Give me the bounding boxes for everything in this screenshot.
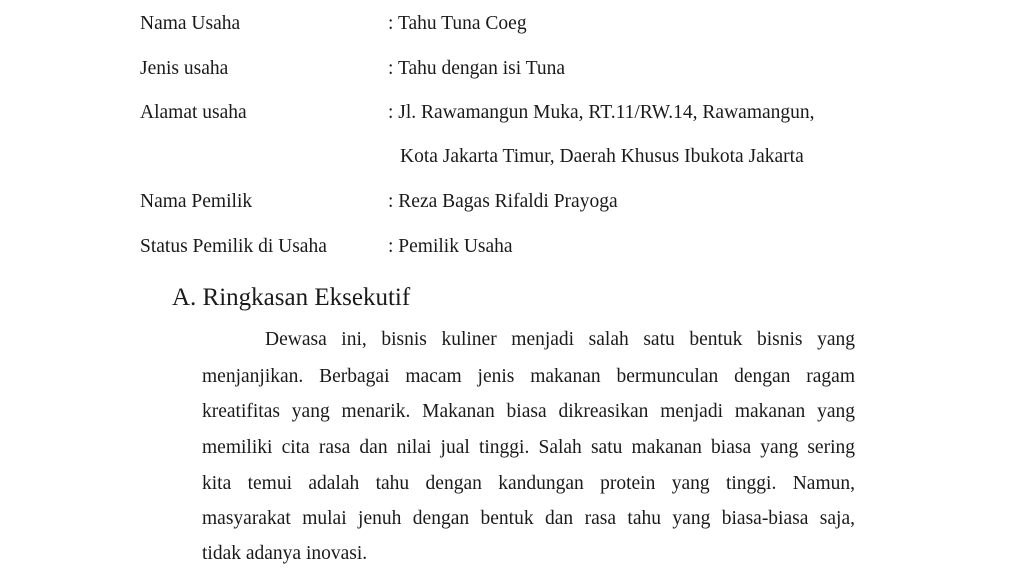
field-value-alamat-usaha: : Jl. Rawamangun Muka, RT.11/RW.14, Rawamangun, (388, 102, 815, 123)
paragraph-line: kita temui adalah tahu dengan kandungan protein yang tinggi. Namun, (202, 473, 855, 494)
field-value-status-pemilik: : Pemilik Usaha (388, 236, 513, 257)
paragraph-line: kreatifitas yang menarik. Makanan biasa dikreasikan menjadi makanan yang (202, 401, 855, 422)
field-label-nama-usaha: Nama Usaha (140, 13, 241, 34)
section-heading: A. Ringkasan Eksekutif (172, 284, 411, 311)
paragraph-line: menjanjikan. Berbagai macam jenis makanan bermunculan dengan ragam (202, 366, 855, 387)
field-label-status-pemilik: Status Pemilik di Usaha (140, 236, 327, 257)
field-label-alamat-usaha: Alamat usaha (140, 102, 247, 123)
paragraph-line: tidak adanya inovasi. (202, 543, 368, 564)
field-value-nama-pemilik: : Reza Bagas Rifaldi Prayoga (388, 191, 618, 212)
paragraph-line: memiliki cita rasa dan nilai jual tinggi. Salah satu makanan biasa yang sering (202, 437, 855, 458)
field-label-jenis-usaha: Jenis usaha (140, 58, 229, 79)
field-label-nama-pemilik: Nama Pemilik (140, 191, 253, 212)
paragraph-line: masyarakat mulai jenuh dengan bentuk dan rasa tahu yang biasa-biasa saja, (202, 508, 855, 529)
field-value-alamat-usaha-cont: Kota Jakarta Timur, Daerah Khusus Ibukota Jakarta (400, 146, 804, 167)
field-value-nama-usaha: : Tahu Tuna Coeg (388, 13, 527, 34)
paragraph-line: Dewasa ini, bisnis kuliner menjadi salah satu bentuk bisnis yang (265, 329, 855, 350)
field-value-jenis-usaha: : Tahu dengan isi Tuna (388, 58, 566, 79)
